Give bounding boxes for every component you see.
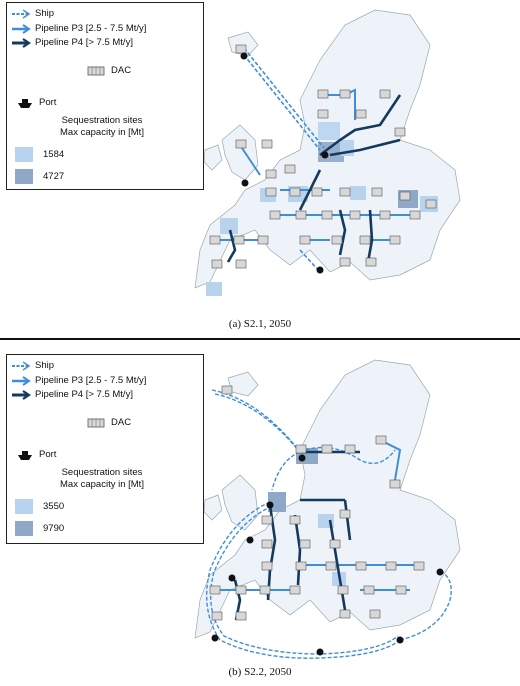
legend-port-row [15, 449, 56, 461]
legend-dac-row [87, 417, 131, 429]
legend-pipe4-row [11, 389, 133, 401]
cap-high-swatch [15, 521, 33, 536]
legend-ship-label: Ship [35, 360, 55, 372]
dac-icon [87, 417, 107, 429]
port-icon [15, 449, 35, 461]
legend-cap-high-row [15, 521, 64, 536]
legend-dac-label: DAC [111, 65, 132, 77]
legend-seq-heading [27, 115, 177, 139]
cap-high-value: 4727 [43, 170, 65, 182]
ship-route-icon [11, 360, 31, 372]
panel-scenario-s22 [0, 340, 520, 686]
cap-low-swatch [15, 499, 33, 514]
cap-high-value: 9790 [43, 522, 65, 534]
pipeline-p3-icon [11, 375, 31, 387]
legend-pipe3-row [11, 23, 146, 35]
legend-pipe3-row [11, 375, 146, 387]
panel-scenario-s21 [0, 0, 520, 338]
legend-seq-heading [27, 467, 177, 491]
legend-s21 [6, 2, 204, 190]
legend-cap-low-row [15, 499, 64, 514]
caption-s21: (a) S2.1, 2050 [228, 318, 292, 330]
dac-icon [87, 65, 107, 77]
cap-low-value: 1584 [43, 148, 65, 160]
legend-port-row [15, 97, 56, 109]
pipeline-p4-icon [11, 389, 31, 401]
cap-low-swatch [15, 147, 33, 162]
pipeline-p4-icon [11, 37, 31, 49]
legend-seq-subtitle: Max capacity in [Mt] [60, 479, 144, 490]
legend-pipe4-row [11, 37, 133, 49]
legend-s22 [6, 354, 204, 544]
legend-ship-row [11, 8, 54, 20]
legend-seq-title: Sequestration sites [61, 115, 143, 126]
legend-dac-label: DAC [111, 417, 132, 429]
legend-port-label: Port [39, 449, 57, 461]
legend-seq-subtitle: Max capacity in [Mt] [60, 127, 144, 138]
legend-pipe3-label: Pipeline P3 [2.5 - 7.5 Mt/y] [35, 23, 147, 35]
port-icon [15, 97, 35, 109]
ship-route-icon [11, 8, 31, 20]
cap-low-value: 3550 [43, 500, 65, 512]
legend-cap-high-row [15, 169, 64, 184]
legend-cap-low-row [15, 147, 64, 162]
cap-high-swatch [15, 169, 33, 184]
legend-ship-label: Ship [35, 8, 55, 20]
legend-pipe4-label: Pipeline P4 [> 7.5 Mt/y] [35, 389, 133, 401]
caption-s22: (b) S2.2, 2050 [228, 666, 292, 678]
legend-ship-row [11, 360, 54, 372]
legend-seq-title: Sequestration sites [61, 467, 143, 478]
legend-pipe4-label: Pipeline P4 [> 7.5 Mt/y] [35, 37, 133, 49]
pipeline-p3-icon [11, 23, 31, 35]
legend-dac-row [87, 65, 131, 77]
legend-pipe3-label: Pipeline P3 [2.5 - 7.5 Mt/y] [35, 375, 147, 387]
legend-port-label: Port [39, 97, 57, 109]
